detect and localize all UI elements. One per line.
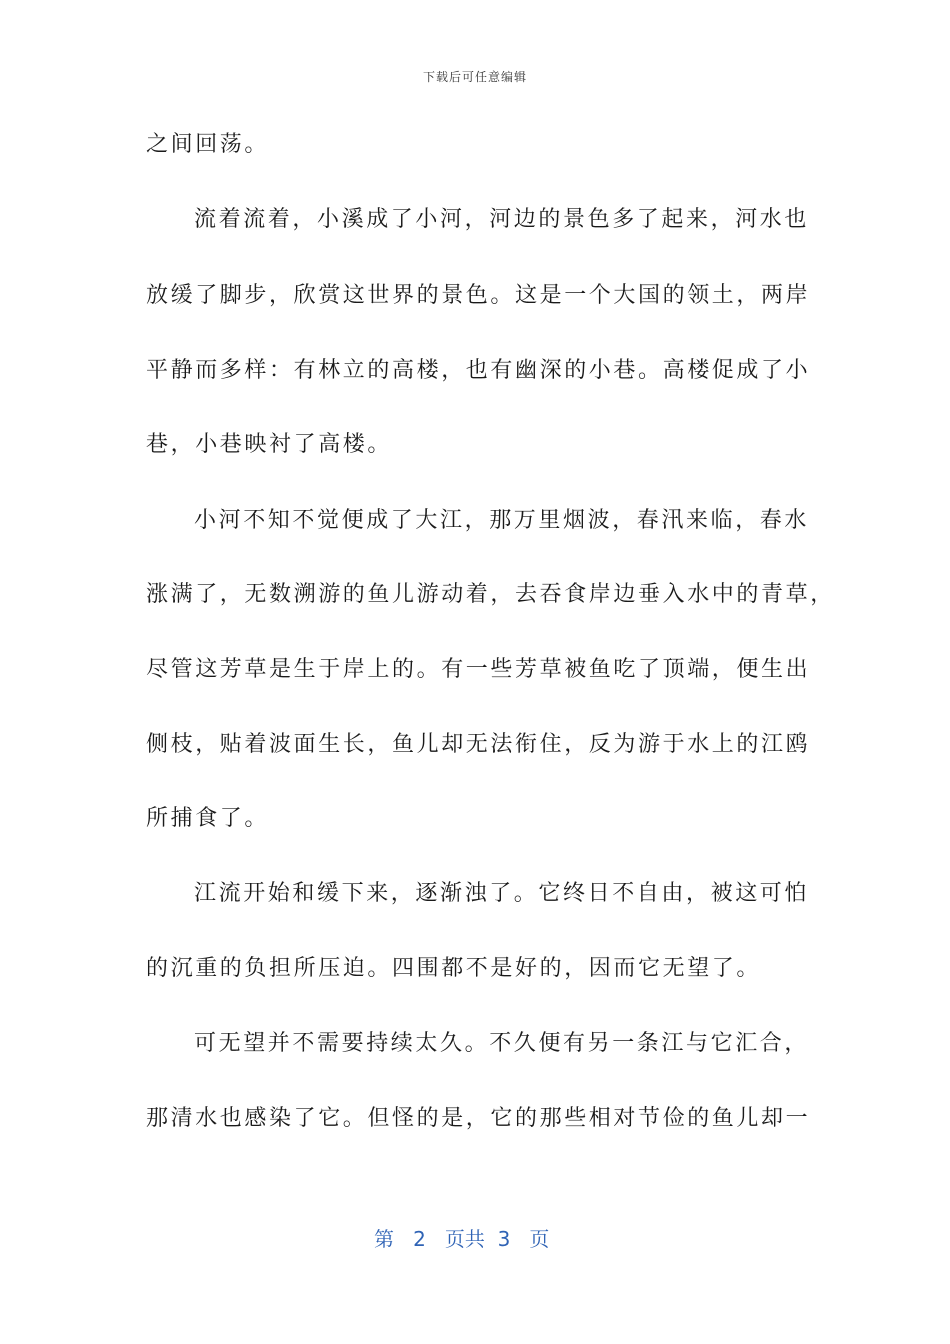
text-line: 平静而多样：有林立的高楼，也有幽深的小巷。高楼促成了小 <box>146 358 811 383</box>
footer-suffix: 页 <box>529 1227 550 1251</box>
text-line: 涨满了，无数溯游的鱼儿游动着，去吞食岸边垂入水中的青草， <box>146 582 835 607</box>
text-line: 之间回荡。 <box>146 132 270 157</box>
total-pages-number: 3 <box>497 1227 511 1251</box>
text-line: 那清水也感染了它。但怪的是，它的那些相对节俭的鱼儿却一 <box>146 1106 811 1131</box>
text-line: 流着流着，小溪成了小河，河边的景色多了起来，河水也 <box>194 207 810 232</box>
text-line: 所捕食了。 <box>146 806 270 831</box>
text-line: 江流开始和缓下来，逐渐浊了。它终日不自由，被这可怕 <box>194 881 810 906</box>
footer-prefix: 第 <box>374 1227 394 1251</box>
header-note: 下载后可任意编辑 <box>422 70 527 84</box>
current-page-number: 2 <box>413 1227 426 1251</box>
text-line: 放缓了脚步，欣赏这世界的景色。这是一个大国的领土，两岸 <box>146 283 811 308</box>
text-line: 的沉重的负担所压迫。四围都不是好的，因而它无望了。 <box>146 956 762 981</box>
page-footer <box>374 1226 549 1252</box>
text-line: 可无望并不需要持续太久。不久便有另一条江与它汇合， <box>194 1031 810 1056</box>
text-line: 小河不知不觉便成了大江，那万里烟波，春汛来临，春水 <box>194 508 810 533</box>
text-line: 巷，小巷映衬了高楼。 <box>146 432 393 457</box>
text-line: 尽管这芳草是生于岸上的。有一些芳草被鱼吃了顶端，便生出 <box>146 657 811 682</box>
text-line: 侧枝，贴着波面生长，鱼儿却无法衔住，反为游于水上的江鸥 <box>146 732 811 757</box>
footer-middle: 页共 <box>444 1227 485 1251</box>
